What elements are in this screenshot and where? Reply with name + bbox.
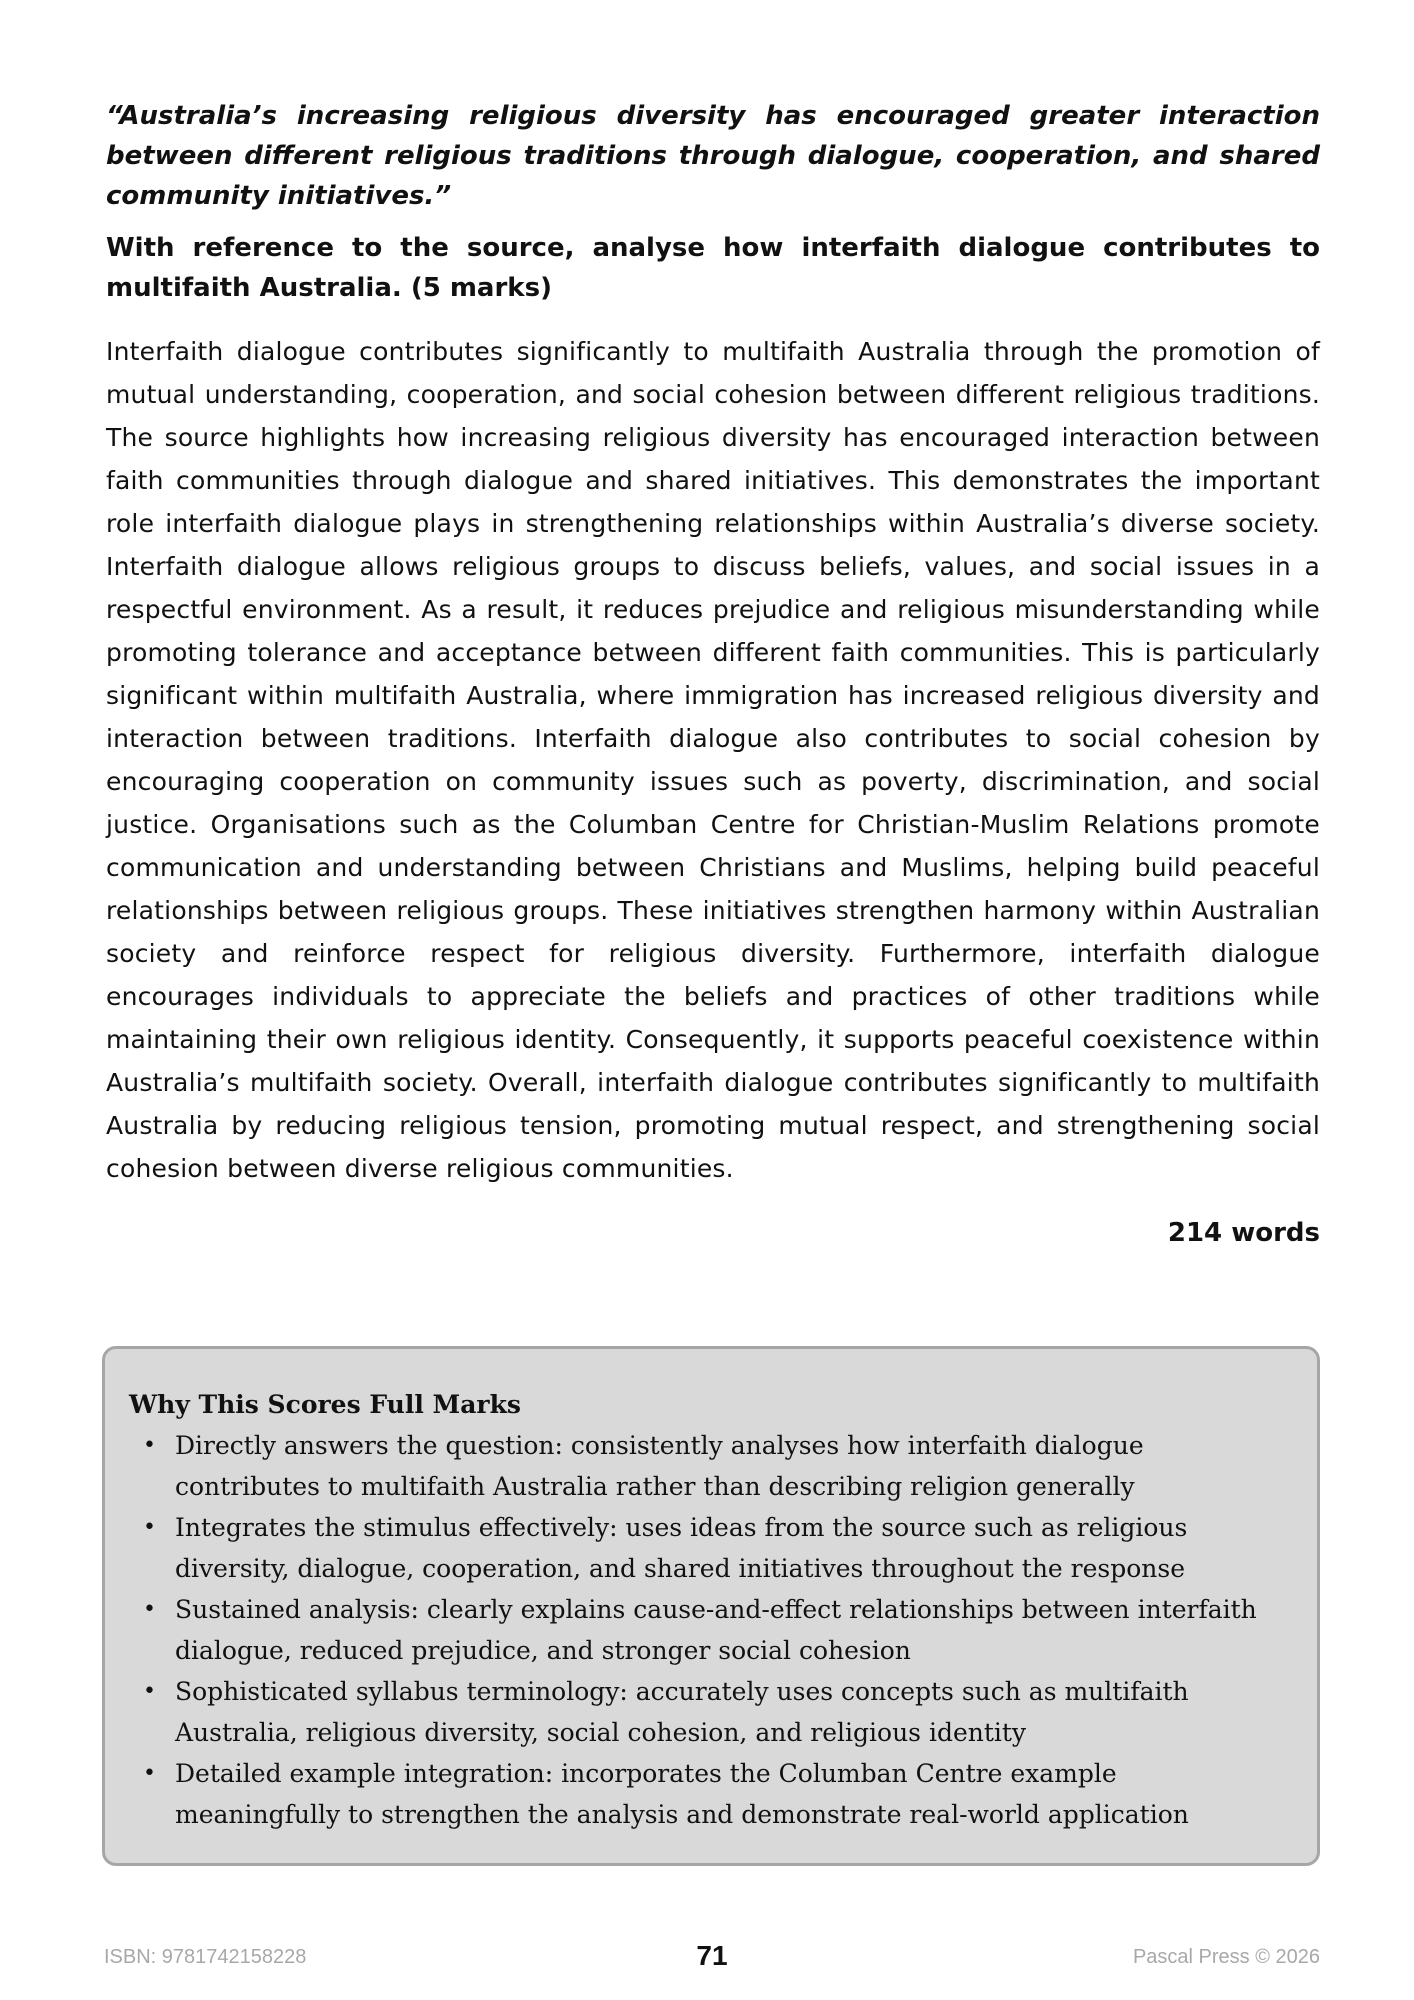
page-number: 71	[696, 1940, 728, 1971]
question-prompt: With reference to the source, analyse how interfaith dialogue contributes to multifaith Australia. (5 marks)	[106, 233, 1320, 303]
sample-answer: Interfaith dialogue contributes significantly to multifaith Australia through the promotion of mutual understanding, cooperation, and social cohesion between different religious traditions. The source highlights how increasing religious diversity has encouraged interaction between faith communities through dialogue and shared initiatives. This demonstrates the important role interfaith dialogue plays in strengthening relationships within Australia’s diverse society. Interfaith dialogue allows religious groups to discuss beliefs, values, and social issues in a respectful environment. As a result, it reduces prejudice and religious misunderstanding while promoting tolerance and acceptance between different faith communities. This is particularly significant within multifaith Australia, where immigration has increased religious diversity and interaction between traditions. Interfaith dialogue also contributes to social cohesion by encouraging cooperation on community issues such as poverty, discrimination, and social justice. Organisations such as the Columban Centre for Christian-Muslim Relations promote communication and understanding between Christians and Muslims, helping build peaceful relationships between religious groups. These initiatives strengthen harmony within Australian society and reinforce respect for religious diversity. Furthermore, interfaith dialogue encourages individuals to appreciate the beliefs and practices of other traditions while maintaining their own religious identity. Consequently, it supports peaceful coexistence within Australia’s multifaith society. Overall, interfaith dialogue contributes significantly to multifaith Australia by reducing religious tension, promoting mutual respect, and strengthening social cohesion between diverse religious communities.	[106, 337, 1320, 1183]
bullet-icon: •	[143, 1679, 156, 1704]
bullet-icon: •	[143, 1761, 156, 1786]
footer-isbn: ISBN: 9781742158228	[104, 1946, 307, 1968]
list-item	[129, 1425, 1289, 1507]
bullet-icon: •	[143, 1433, 156, 1458]
page-footer	[104, 1938, 1320, 1978]
feedback-point: Detailed example integration: incorporates the Columban Centre example meaningfully to strengthen the analysis and demonstrate real-world application	[175, 1759, 1189, 1829]
source-quote: “Australia’s increasing religious diversity has encouraged greater interaction between different religious traditions through dialogue, cooperation, and shared community initiatives.”	[106, 101, 1320, 211]
word-count: 214 words	[1167, 1218, 1320, 1248]
list-item	[129, 1753, 1289, 1835]
feedback-point: Directly answers the question: consistently analyses how interfaith dialogue contributes to multifaith Australia rather than describing religion generally	[175, 1431, 1144, 1501]
feedback-list	[129, 1425, 1289, 1835]
feedback-title: Why This Scores Full Marks	[129, 1390, 521, 1419]
bullet-icon: •	[143, 1515, 156, 1540]
feedback-box	[102, 1346, 1320, 1866]
feedback-point: Sustained analysis: clearly explains cause-and-effect relationships between interfaith dialogue, reduced prejudice, and stronger social cohesion	[175, 1595, 1257, 1665]
list-item	[129, 1671, 1289, 1753]
feedback-point: Integrates the stimulus effectively: uses ideas from the source such as religious diversity, dialogue, cooperation, and shared initiatives throughout the response	[175, 1513, 1188, 1583]
bullet-icon: •	[143, 1597, 156, 1622]
feedback-point: Sophisticated syllabus terminology: accurately uses concepts such as multifaith Australia, religious diversity, social cohesion, and religious identity	[175, 1677, 1189, 1747]
list-item	[129, 1507, 1289, 1589]
page-content	[106, 96, 1320, 1248]
footer-copyright: Pascal Press © 2026	[1132, 1946, 1320, 1968]
list-item	[129, 1589, 1289, 1671]
